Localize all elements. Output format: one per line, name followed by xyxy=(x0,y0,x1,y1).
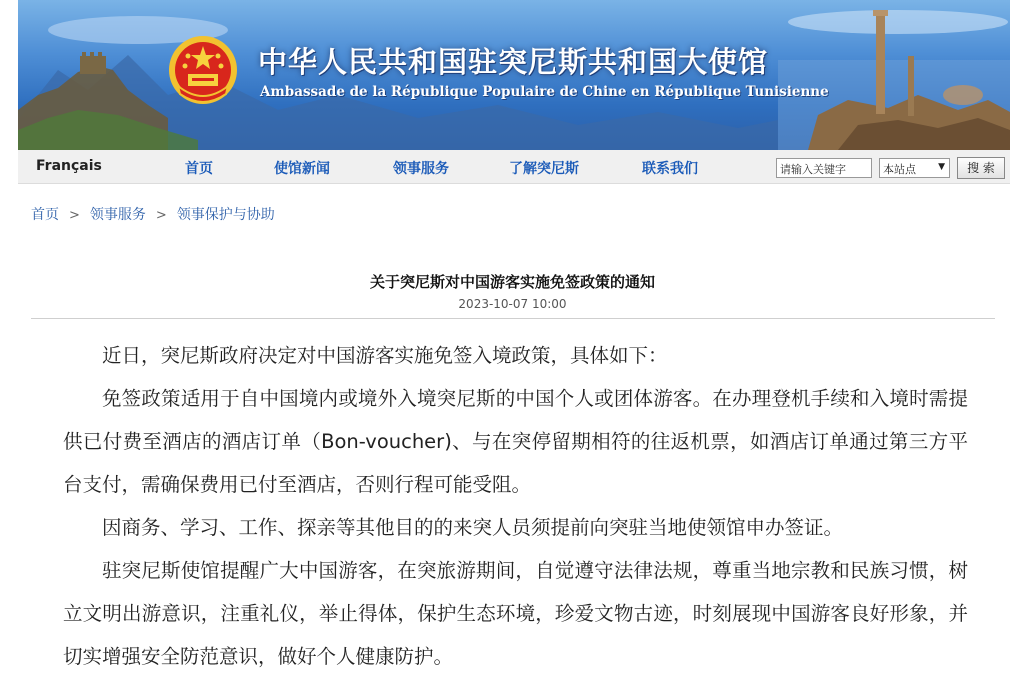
nav-item-consular-services[interactable]: 领事服务 xyxy=(393,161,449,177)
search-input[interactable]: 请输入关键字 xyxy=(776,158,872,178)
article-paragraph: 因商务、学习、工作、探亲等其他目的的来突人员须提前向突驻当地使领馆申办签证。 xyxy=(102,516,844,539)
breadcrumb-consular-services[interactable]: 领事服务 xyxy=(89,207,146,223)
nav-item-home[interactable]: 首页 xyxy=(185,161,213,177)
breadcrumb-consular-protection[interactable]: 领事保护与协助 xyxy=(176,207,275,223)
main-navigation xyxy=(18,150,1010,184)
dropdown-arrow-icon: ▼ xyxy=(938,162,945,172)
search-scope-select[interactable] xyxy=(879,158,950,178)
chevron-right-icon: > xyxy=(69,208,80,223)
title-divider xyxy=(31,318,995,319)
article-date: 2023-10-07 10:00 xyxy=(458,297,567,311)
site-banner xyxy=(18,0,1010,150)
site-title-chinese: 中华人民共和国驻突尼斯共和国大使馆 xyxy=(258,45,769,79)
search-button[interactable]: 搜 索 xyxy=(957,157,1005,179)
article-paragraph: 近日，突尼斯政府决定对中国游客实施免签入境政策，具体如下： xyxy=(102,344,668,367)
article-paragraph: 驻突尼斯使馆提醒广大中国游客，在突旅游期间，自觉遵守法律法规，尊重当地宗教和民族习惯，树立文明出游意识，注重礼仪，举止得体，保护生态环境，珍爱文物古迹，时刻展现中国游客良好形象，并切实增强安全防范意识，做好个人健康防护。 xyxy=(63,559,968,668)
nav-item-embassy-news[interactable]: 使馆新闻 xyxy=(274,161,330,177)
article-paragraph: 免签政策适用于自中国境内或境外入境突尼斯的中国个人或团体游客。在办理登机手续和入境时需提供已付费至酒店的酒店订单（Bon-voucher)、与在突停留期相符的往返机票，如酒店订单通过第三方平台支付，需确保费用已付至酒店，否则行程可能受阻。 xyxy=(63,387,968,496)
breadcrumb-home[interactable]: 首页 xyxy=(31,207,59,223)
language-switch-link[interactable]: Français xyxy=(36,158,102,174)
national-emblem xyxy=(166,34,240,110)
breadcrumb xyxy=(31,204,275,224)
chevron-right-icon: > xyxy=(155,208,167,223)
site-title-french: Ambassade de la République Populaire de Chine en République Tunisienne xyxy=(260,84,829,100)
nav-item-about-tunisia[interactable]: 了解突尼斯 xyxy=(509,161,579,177)
article-body xyxy=(63,334,968,678)
search-scope-value: 本站点 xyxy=(883,163,916,176)
nav-item-contact-us[interactable]: 联系我们 xyxy=(642,161,698,177)
article-title: 关于突尼斯对中国游客实施免签政策的通知 xyxy=(369,273,655,291)
